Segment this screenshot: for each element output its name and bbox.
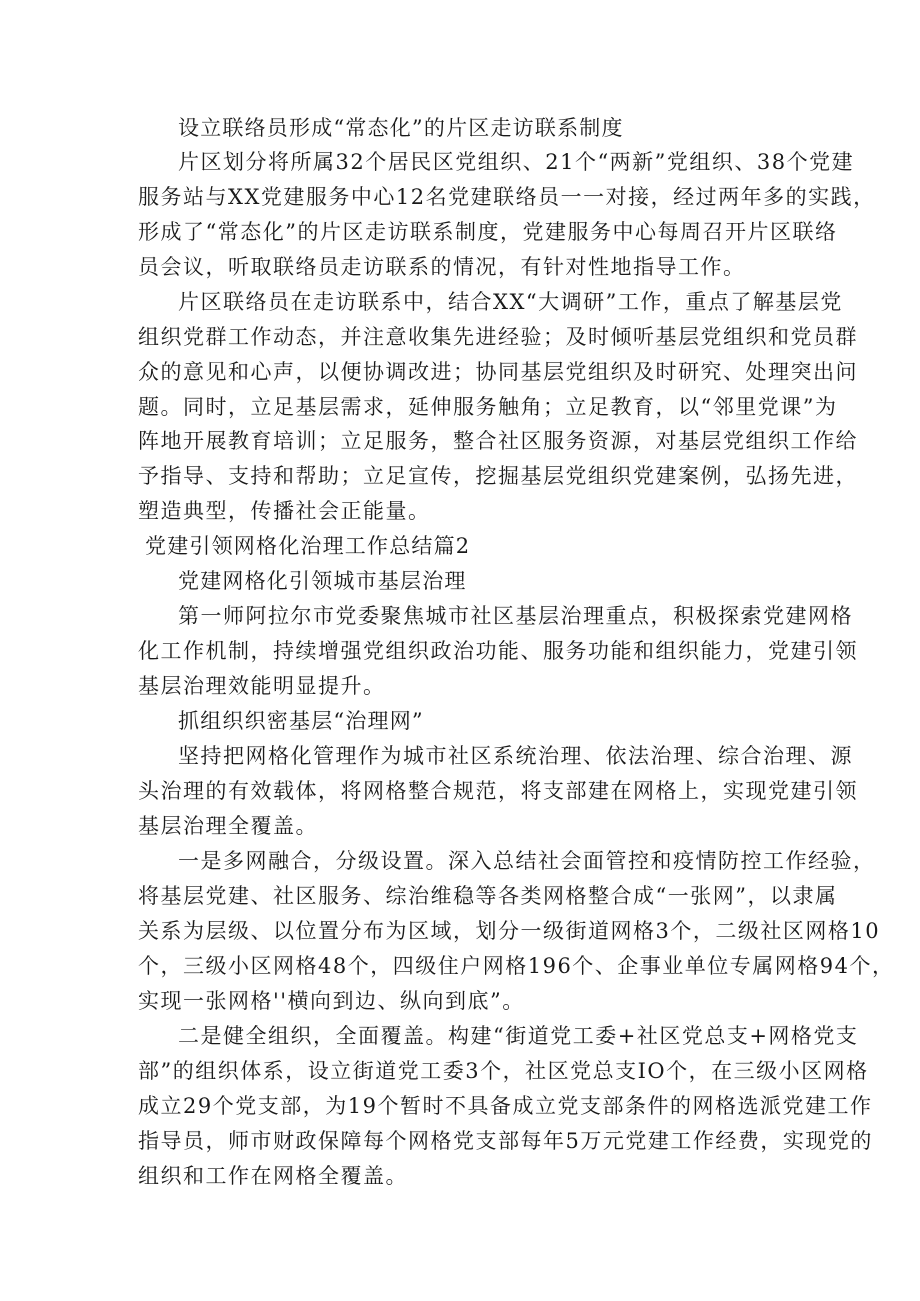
paragraph-line: 予指导、支持和帮助；立足宣传，挖掘基层党组织党建案例，弘扬先进，: [138, 464, 858, 488]
paragraph-line: 片区划分将所属32个居民区党组织、21个“两新”党组织、38个党建: [178, 150, 855, 174]
section-heading: 党建网格化引领城市基层治理: [178, 569, 467, 593]
paragraph-line: 片区联络员在走访联系中，结合XX“大调研”工作，重点了解基层党: [178, 290, 843, 314]
paragraph-line: 基层治理效能明显提升。: [138, 674, 386, 698]
paragraph-line: 实现一张网格''横向到边、纵向到底”。: [138, 989, 525, 1013]
paragraph-line: 关系为层级、以位置分布为区域，划分一级街道网格3个，二级社区网格10: [138, 919, 881, 943]
paragraph-line: 坚持把网格化管理作为城市社区系统治理、依法治理、综合治理、源: [178, 744, 853, 768]
paragraph-line: 化工作机制，持续增强党组织政治功能、服务功能和组织能力，党建引领: [138, 639, 858, 663]
paragraph-line: 个，三级小区网格48个，四级住户网格196个、企事业单位专属网格94个，: [138, 954, 895, 978]
paragraph-line: 第一师阿拉尔市党委聚焦城市社区基层治理重点，积极探索党建网格: [178, 604, 853, 628]
paragraph-line: 众的意见和心声，以便协调改进；协同基层党组织及时研究、处理突出问: [138, 360, 858, 384]
paragraph-line: 塑造典型，传播社会正能量。: [138, 499, 431, 523]
paragraph-line: 服务站与XX党建服务中心12名党建联络员一一对接，经过两年多的实践，: [138, 185, 876, 209]
paragraph-line: 组织党群工作动态，并注意收集先进经验；及时倾听基层党组织和党员群: [138, 325, 858, 349]
article-title: 党建引领网格化治理工作总结篇2: [145, 534, 471, 558]
paragraph-line: 阵地开展教育培训；立足服务，整合社区服务资源，对基层党组织工作给: [138, 429, 858, 453]
paragraph-line: 员会议，听取联络员走访联系的情况，有针对性地指导工作。: [138, 255, 746, 279]
paragraph-line: 头治理的有效载体，将网格整合规范，将支部建在网格上，实现党建引领: [138, 779, 858, 803]
section-heading: 设立联络员形成“常态化”的片区走访联系制度: [178, 116, 624, 140]
paragraph-line: 部”的组织体系，设立街道党工委3个，社区党总支IO个，在三级小区网格: [138, 1059, 869, 1083]
paragraph-line: 将基层党建、社区服务、综治维稳等各类网格整合成“一张网”，以隶属: [138, 884, 838, 908]
paragraph-line: 题。同时，立足基层需求，延伸服务触角；立足教育，以“邻里党课”为: [138, 395, 838, 419]
paragraph-line: 组织和工作在网格全覆盖。: [138, 1164, 408, 1188]
paragraph-line: 二是健全组织，全面覆盖。构建“街道党工委+社区党总支+网格党支: [178, 1024, 859, 1048]
paragraph-line: 指导员，师市财政保障每个网格党支部每年5万元党建工作经费，实现党的: [138, 1129, 873, 1153]
paragraph-line: 成立29个党支部，为19个暂时不具备成立党支部条件的网格选派党建工作: [138, 1094, 873, 1118]
paragraph-line: 一是多网融合，分级设置。深入总结社会面管控和疫情防控工作经验，: [178, 849, 876, 873]
paragraph-line: 基层治理全覆盖。: [138, 814, 318, 838]
paragraph-line: 形成了“常态化”的片区走访联系制度，党建服务中心每周召开片区联络: [138, 220, 838, 244]
section-heading: 抓组织织密基层“治理网”: [178, 709, 424, 733]
